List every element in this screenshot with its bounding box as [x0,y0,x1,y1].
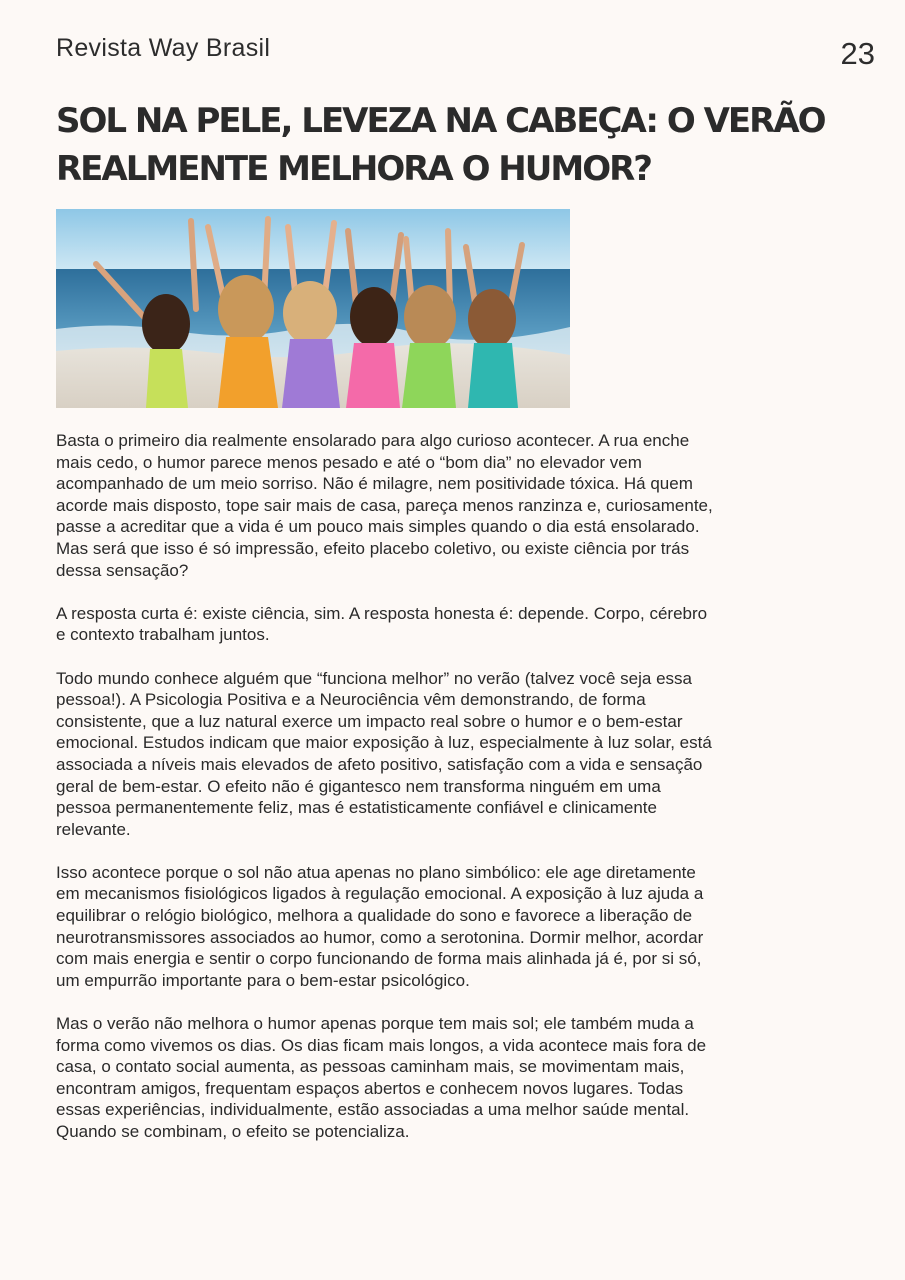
paragraph: A resposta curta é: existe ciência, sim. A resposta honesta é: depende. Corpo, cérebro e contexto trabalham juntos. [56,603,708,645]
paragraph: Isso acontece porque o sol não atua apenas no plano simbólico: ele age diretamente em mecanismos fisiológicos ligados à regulação emocional. A exposição à luz ajuda a equilibrar o relógio biológico, melhora a qualidade do sono e favorece a liberação de neurotransmissores associados ao humor, como a serotonina. Dormir melhor, acordar com mais energia e sentir o corpo funcionando de forma mais alinhada já é, por si só, um empurrão importante para o bem-estar psicológico. [56,862,704,990]
publication-name: Revista Way Brasil [56,34,271,62]
article-title: SOL NA PELE, LEVEZA NA CABEÇA: O VERÃO REALMENTE MELHORA O HUMOR? [56,101,825,189]
article-body [56,430,716,1164]
page-number: 23 [840,36,875,71]
paragraph: Mas o verão não melhora o humor apenas porque tem mais sol; ele também muda a forma como vivemos os dias. Os dias ficam mais longos, a vida acontece mais fora de casa, o contato social aumenta, as pessoas caminham mais, se movimentam mais, encontram amigos, frequentam espaços abertos e conhecem novos lugares. Todas essas experiências, individualmente, estão associadas a uma melhor saúde mental. Quando se combinam, o efeito se potencializa. [56,1014,707,1141]
paragraph: Todo mundo conhece alguém que “funciona melhor” no verão (talvez você seja essa pessoa!). A Psicologia Positiva e a Neurociência vêm demonstrando, de forma consistente, que a luz natural exerce um impacto real sobre o humor e o bem-estar emocional. Estudos indicam que maior exposição à luz, especialmente à luz solar, está associada a níveis mais elevados de afeto positivo, satisfação com a vida e sensação geral de bem-estar. O efeito não é gigantesco nem transforma ninguém em uma pessoa permanentemente feliz, mas é estatisticamente confiável e clinicamente relevante. [56,668,712,839]
paragraph: Basta o primeiro dia realmente ensolarado para algo curioso acontecer. A rua enche mais cedo, o humor parece menos pesado e até o “bom dia” no elevador vem acompanhado de um meio sorriso. Não é milagre, nem positividade tóxica. Há quem acorde mais disposto, tope sair mais de casa, pareça menos ranzinza e, curiosamente, passe a acreditar que a vida é um pouco mais simples quando o dia está ensolarado. Mas será que isso é só impressão, efeito placebo coletivo, ou existe ciência por trás dessa sensação? [56,431,713,580]
beach-friends-photo [56,209,570,408]
